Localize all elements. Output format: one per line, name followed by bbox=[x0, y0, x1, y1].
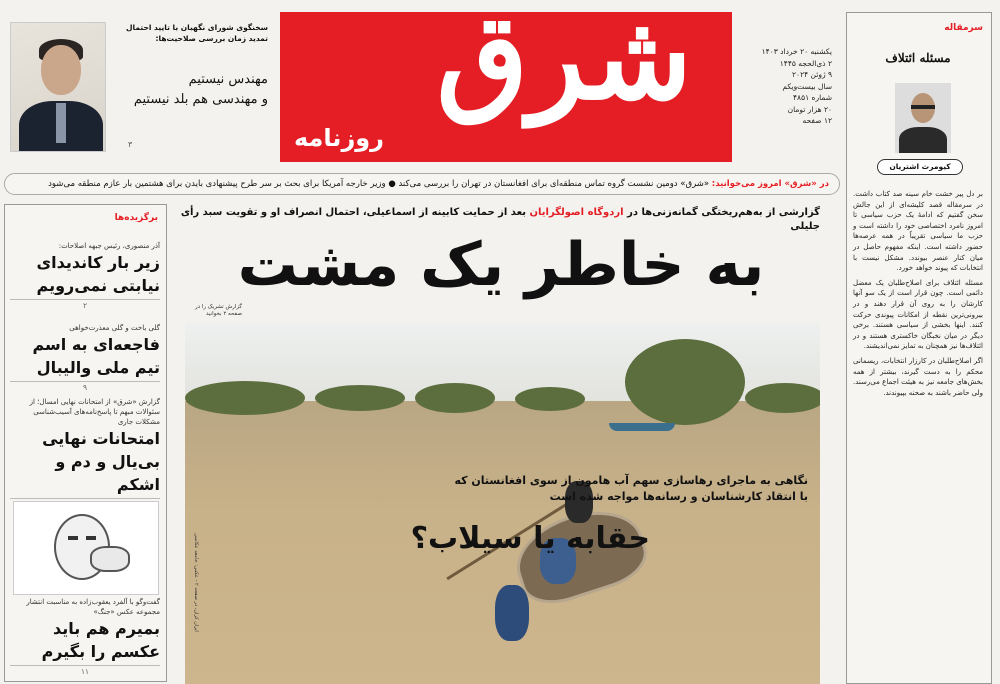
photo-caption: نگاهی به ماجرای رهاسازی سهم آب هامون از سوی افغانستان که با انتقاد کارشناسان و رسانه‌ها مواجه شده است bbox=[454, 474, 808, 503]
teaser-photo bbox=[10, 22, 106, 152]
main-headline[interactable]: به خاطر یک مشت bbox=[237, 230, 765, 300]
highlights-column bbox=[4, 204, 167, 682]
editorial-body: بر دل پیر خشت خام سینه صد کتاب داشت. در سرمقاله قصد کلیشه‌ای از این جالش سخن گفتیم که ادامهٔ یک حزب سیاسی تا امروز نامرد اختصاصی خود را داشته است و حزب ما سیاسی تقریباً در همه عرصه‌ها حضور داشته است. اینکه مفهوم حاصل در میان کنار عنصر بیوندد. مشکل نیست با انتخابات که پیوند خواهد خورد. مسئله ائتلاف برای اصلاح‌طلبان یک معضل دائمی است. چون قرار است از یک سو آنها کارشان را به روی آن قرار دهند و در بیرونی‌ترین نقطه از امکانات پیوندی حرکت کنند. اینها بخشی از سیاسی هستند. برخی دیگر در میان نخبگان خاکستری هستند و در ائتلاف‌ها نیز همچنان به تمایز نمی‌اندیشند. اگر اصلاح‌طلبان در کارزار انتخابات، ریسمانی محکم را به دست گیرند، بیشتر از همه بخش‌های جامعه نیز به هیئت اجماع می‌رسند. ولی حاضر باشند به صحنه بپیوندند. bbox=[853, 190, 983, 397]
author-name-badge: کیومرث اشتریان bbox=[877, 159, 963, 175]
teaser-title: مهندس نیستیم و مهندسی هم بلد نیستیم bbox=[133, 72, 268, 107]
teaser-page-number: ۳ bbox=[128, 140, 133, 149]
highlight-story[interactable]: گلی باخت و گلی معذرت‌خواهی فاجعه‌ای به اسم تیم ملی والیبال ۹ bbox=[10, 323, 160, 392]
sketch-illustration bbox=[13, 501, 159, 595]
author-photo bbox=[895, 83, 951, 153]
highlight-story[interactable]: آذر منصوری، رئیس جبهه اصلاحات: زیر بار کاندیدای نیابتی نمی‌رویم ۲ bbox=[10, 241, 160, 310]
editorial-section-tag: سرمقاله bbox=[944, 23, 983, 33]
editorial-column bbox=[846, 12, 992, 684]
main-subhead: گزارشی از به‌هم‌ریختگی گمانه‌زنی‌ها در اردوگاه اصولگرایان بعد از حمایت کابینه از اسماعیلی، احتمال انصراف او و تقویت سبد رأی جلیلی bbox=[180, 207, 820, 232]
top-teaser[interactable] bbox=[8, 10, 268, 160]
highlight-story[interactable]: گفت‌وگو با آلفرد یعقوب‌زاده به مناسبت انتشار مجموعه عکس «جنگ» بمیرم هم باید عکسم را بگیرم ۱۱ bbox=[10, 597, 160, 676]
dateline: یکشنبه ۲۰ خرداد ۱۴۰۳ ۲ ذی‌الحجه ۱۴۴۵ ۹ ژوئن ۲۰۲۴ سال بیست‌ویکم شماره ۴۸۵۱ ۲۰ هزار تومان ۱۲ صفحه bbox=[761, 47, 832, 125]
news-ticker[interactable] bbox=[4, 173, 840, 195]
flood-photo[interactable] bbox=[185, 323, 820, 684]
ticker-text: «شرق» دومین نشست گروه تماس منطقه‌ای برای افغانستان در تهران را بررسی می‌کند ● وزیر خارجه آمریکا برای بحث بر سر طرح پیشنهادی بایدن برای هشتمین بار عازم منطقه می‌شود bbox=[48, 179, 710, 189]
photo-credit: ایران کران، در صفحه ۲ - عکس: جامعه عکاسی bbox=[193, 533, 199, 632]
highlights-heading: برگزیده‌ها bbox=[114, 213, 158, 223]
logo-word: شرق bbox=[436, 12, 692, 126]
teaser-kicker: سخنگوی شورای نگهبان با تایید احتمال تمدید زمان بررسی صلاحیت‌ها: bbox=[126, 23, 268, 43]
masthead-logo[interactable] bbox=[280, 12, 732, 162]
photo-headline[interactable]: حقابه یا سیلاب؟ bbox=[410, 521, 650, 556]
logo-sub: روزنامه bbox=[294, 124, 384, 152]
report-note: گزارش تشریک را در صفحه ۲ بخوانید bbox=[194, 304, 242, 317]
editorial-title[interactable]: مسئله ائتلاف bbox=[885, 51, 951, 65]
highlight-story[interactable]: گزارش «شرق» از امتحانات نهایی امسال؛ از سئوالات مبهم تا پاسخ‌نامه‌های آسیب‌شناسی مشکلات جاری امتحانات نهایی بی‌یال و دم و اشکم bbox=[10, 397, 160, 509]
ticker-lead: در «شرق» امروز می‌خوانید: bbox=[711, 179, 829, 189]
